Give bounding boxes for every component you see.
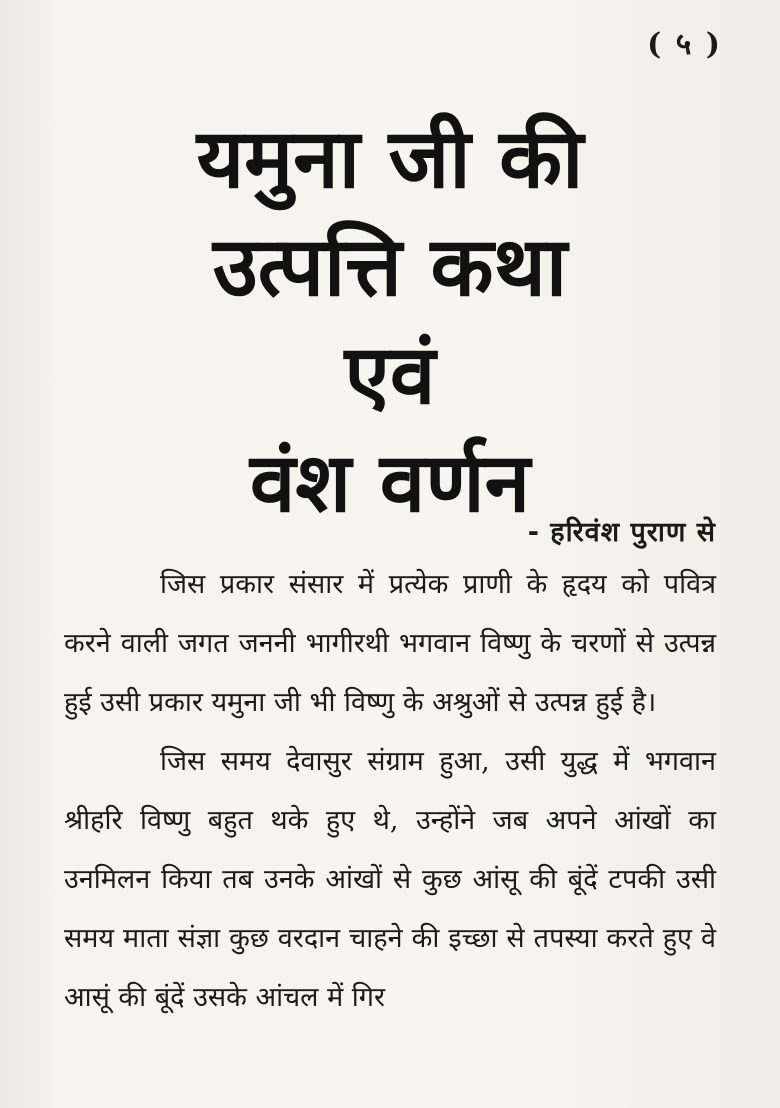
- title-line-1: यमुना जी की: [196, 112, 584, 207]
- chapter-title: [60, 106, 720, 538]
- title-line-3: एवं: [344, 328, 436, 423]
- paragraph-2: जिस समय देवासुर संग्राम हुआ, उसी युद्ध में भगवान श्रीहरि विष्णु बहुत थके हुए थे, उन्होंने जब अपने आंखों का उनमिलन किया तब उनके आंखों से कुछ आंसू की बूंदें टपकी उसी समय माता संज्ञा कुछ वरदान चाहने की इच्छा से तपस्या करते हुए वे आसूं की बूंदें उसके आंचल में गिर: [64, 746, 716, 1013]
- page-number: ( ५ ): [647, 27, 722, 62]
- title-line-2: उत्पत्ति कथा: [212, 220, 568, 315]
- body-text: [64, 555, 716, 1027]
- source-attribution: - हरिवंश पुराण से: [527, 517, 716, 548]
- paragraph-1: जिस प्रकार संसार में प्रत्येक प्राणी के हृदय को पवित्र करने वाली जगत जननी भागीरथी भगवान विष्णु के चरणों से उत्पन्न हुई उसी प्रकार यमुना जी भी विष्णु के अश्रुओं से उत्पन्न हुई है।: [64, 569, 716, 718]
- title-line-4: वंश वर्णन: [249, 436, 531, 531]
